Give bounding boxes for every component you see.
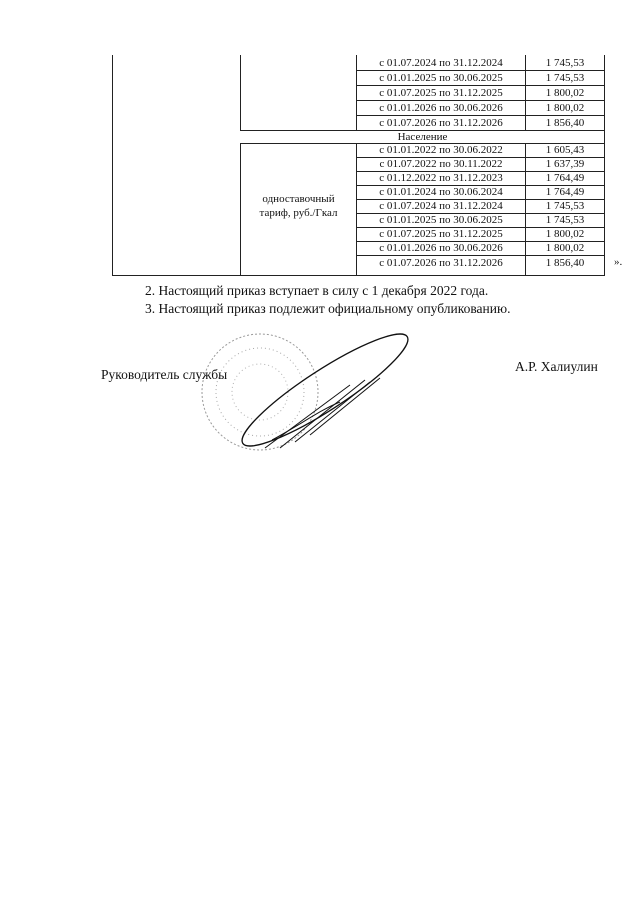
section-label: Население: [397, 131, 448, 143]
handwritten-signature: [230, 330, 420, 465]
value-cell: 1 637,39: [545, 158, 585, 170]
paragraph-2: 2. Настоящий приказ вступает в силу с 1 декабря 2022 года.: [145, 283, 489, 298]
period-cell: с 01.01.2026 по 30.06.2026: [379, 242, 503, 254]
value-cell: 1 745,53: [545, 72, 585, 84]
value-cell: 1 800,02: [545, 242, 585, 254]
table-border-col2b: [356, 143, 357, 276]
row-divider: [356, 70, 605, 71]
table-border-col1: [240, 55, 241, 131]
signatory-name: А.Р. Халиулин: [515, 359, 598, 374]
period-cell: с 01.01.2026 по 30.06.2026: [379, 102, 503, 114]
period-cell: с 01.01.2022 по 30.06.2022: [379, 144, 503, 156]
value-cell: 1 745,53: [545, 214, 585, 226]
row-divider: [356, 85, 605, 86]
value-cell: 1 800,02: [545, 228, 585, 240]
table-border-col2: [356, 55, 357, 131]
period-cell: с 01.12.2022 по 31.12.2023: [379, 172, 503, 184]
closing-quote: ».: [614, 256, 623, 268]
value-cell: 1 800,02: [545, 102, 585, 114]
value-cell: 1 856,40: [545, 117, 585, 129]
period-cell: с 01.01.2024 по 30.06.2024: [379, 186, 503, 198]
row-divider: [356, 115, 605, 116]
table-border-left: [112, 55, 113, 276]
period-cell: с 01.01.2025 по 30.06.2025: [379, 214, 503, 226]
table-border-bottom: [112, 275, 605, 276]
value-cell: 1 764,49: [545, 172, 585, 184]
period-cell: с 01.07.2024 по 31.12.2024: [379, 200, 503, 212]
paragraph-3: 3. Настоящий приказ подлежит официальному опубликованию.: [145, 301, 511, 316]
value-cell: 1 800,02: [545, 87, 585, 99]
period-cell: с 01.07.2026 по 31.12.2026: [379, 117, 503, 129]
row-divider: [356, 255, 605, 256]
value-cell: 1 856,40: [545, 257, 585, 269]
period-cell: с 01.07.2025 по 31.12.2025: [379, 228, 503, 240]
signatory-role: Руководитель службы: [101, 367, 228, 382]
period-cell: с 01.07.2022 по 30.11.2022: [379, 158, 503, 170]
tariff-label-line1: одноставочный: [262, 193, 335, 205]
value-cell: 1 745,53: [545, 200, 585, 212]
value-cell: 1 605,43: [545, 144, 585, 156]
period-cell: с 01.01.2025 по 30.06.2025: [379, 72, 503, 84]
table-border-right: [604, 55, 605, 276]
tariff-label-line2: тариф, руб./Гкал: [259, 207, 338, 219]
value-cell: 1 745,53: [545, 57, 585, 69]
value-cell: 1 764,49: [545, 186, 585, 198]
period-cell: с 01.07.2026 по 31.12.2026: [379, 257, 503, 269]
period-cell: с 01.07.2024 по 31.12.2024: [379, 57, 503, 69]
row-divider: [356, 100, 605, 101]
period-cell: с 01.07.2025 по 31.12.2025: [379, 87, 503, 99]
